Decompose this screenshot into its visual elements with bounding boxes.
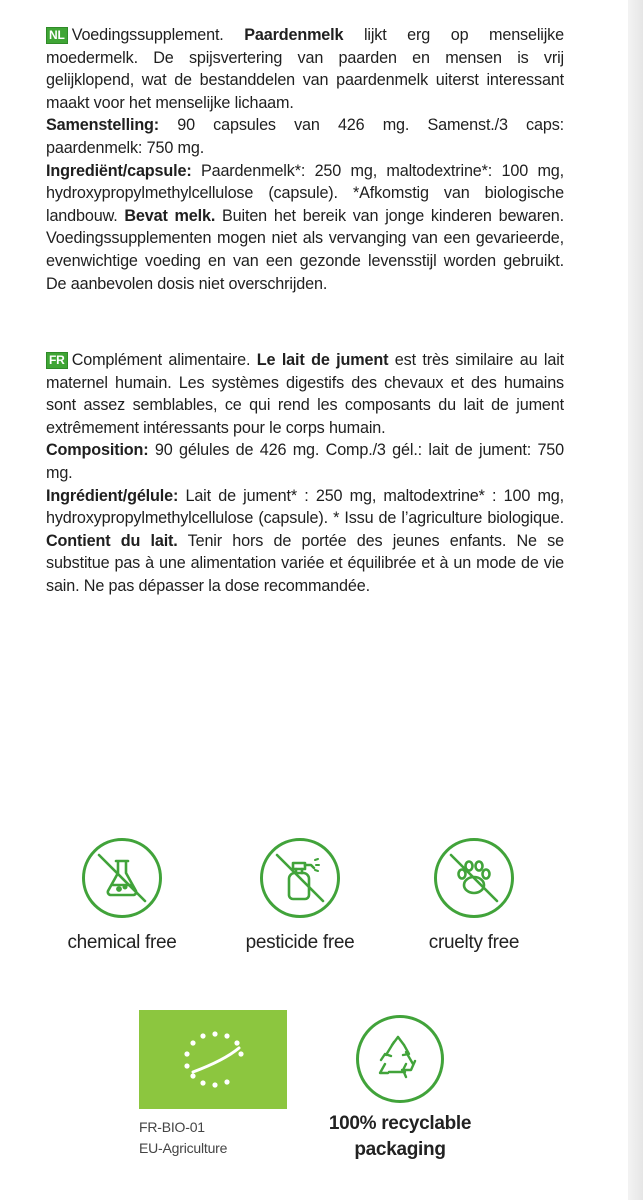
recyclable-badge xyxy=(320,1015,480,1163)
dutch-intro: NL Voedingssupplement. Paardenmelk lijkt erg op menselijke moedermelk. De spijsvertering van paarden en mensen is vrij gelijklopend, wat de bestanddelen van paardenmelk uiterst interessant maakt voor het menselijke lichaam. xyxy=(46,26,564,112)
pesticide-free-badge xyxy=(230,838,370,954)
right-edge-shadow xyxy=(628,0,643,1200)
cruelty-free-badge xyxy=(404,838,544,954)
cruelty-free-label: cruelty free xyxy=(428,932,520,953)
pesticide-free-label: pesticide free xyxy=(245,932,355,953)
bio-code: FR-BIO-01 xyxy=(139,1119,205,1135)
dutch-ingredients: Ingrediënt/capsule: Paardenmelk*: 250 mg, maltodextrine*: 100 mg, hydroxypropylmethylcellulose (capsule). *Afkomstig van biologische landbouw. Bevat melk. Buiten het bereik van jonge kinderen bewaren. Voedingssupplementen mogen niet als vervanging van een gevarieerde, evenwichtige voeding en van een gezonde levensstijl worden gebruikt. De aanbevolen dosis niet overschrijden. xyxy=(46,161,564,293)
recycle-icon xyxy=(356,1015,444,1103)
eu-leaf-stars xyxy=(184,1031,243,1087)
eu-agriculture-text: EU-Agriculture xyxy=(139,1140,228,1156)
dutch-composition: Samenstelling: 90 capsules van 426 mg. Samenst./3 caps: paardenmelk: 750 mg. xyxy=(46,116,564,157)
chemical-free-label: chemical free xyxy=(67,932,177,953)
paw-icon xyxy=(434,838,514,918)
spray-bottle-icon xyxy=(260,838,340,918)
eu-certification-code xyxy=(139,1117,227,1159)
language-badge-nl: NL xyxy=(46,27,68,44)
chemical-free-badge xyxy=(52,838,192,954)
dutch-text-section xyxy=(46,24,564,295)
recyclable-label: 100% recyclable packaging xyxy=(328,1113,472,1160)
french-text-section xyxy=(46,349,564,598)
language-badge-fr: FR xyxy=(46,352,68,369)
eu-organic-leaf-logo xyxy=(139,1010,287,1109)
french-composition: Composition: 90 gélules de 426 mg. Comp./3 gél.: lait de jument: 750 mg. xyxy=(46,441,564,482)
french-ingredients: Ingrédient/gélule: Lait de jument* : 250 mg, maltodextrine* : 100 mg, hydroxypropylmethylcellulose (capsule). * Issu de l’agriculture biologique. Contient du lait. Tenir hors de portée des jeunes enfants. Ne se substitue pas à une alimentation variée et équilibrée et à un mode de vie sain. Ne pas dépasser la dose recommandée. xyxy=(46,486,564,595)
flask-icon xyxy=(82,838,162,918)
french-intro: FR Complément alimentaire. Le lait de jument est très similaire au lait maternel humain. Les systèmes digestifs des chevaux et des humains sont assez semblables, ce qui rend les composants du lait de jument extrêmement intéressants pour le corps humain. xyxy=(46,351,565,437)
